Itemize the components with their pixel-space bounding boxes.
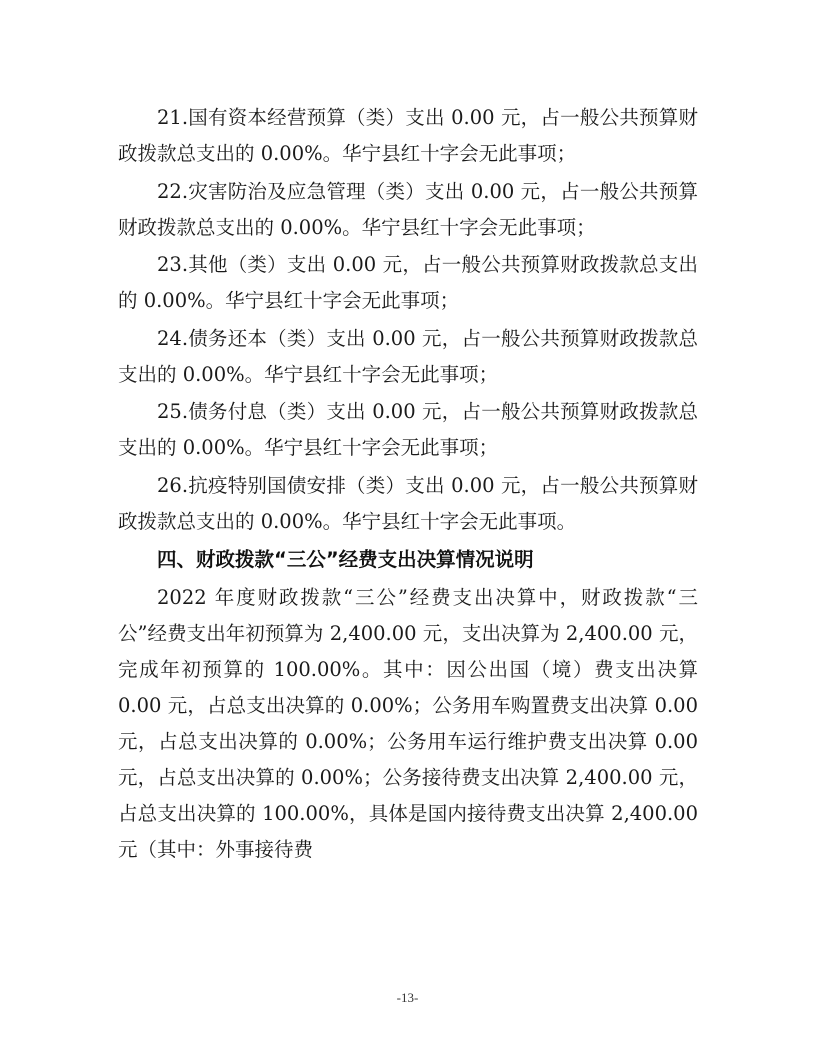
- section-heading: 四、财政拨款“三公”经费支出决算情况说明: [157, 547, 534, 571]
- item-26: 26.抗疫特别国债安排（类）支出 0.00 元，占一般公共预算财政拨款总支出的 0.00%。华宁县红十字会无此事项。: [118, 473, 698, 533]
- document-body: [118, 100, 698, 869]
- item-22: 22.灾害防治及应急管理（类）支出 0.00 元，占一般公共预算财政拨款总支出的 0.00%。华宁县红十字会无此事项；: [118, 179, 698, 239]
- item-25: 25.债务付息（类）支出 0.00 元，占一般公共预算财政拨款总支出的 0.00%。华宁县红十字会无此事项；: [118, 400, 698, 459]
- item-21: 21.国有资本经营预算（类）支出 0.00 元，占一般公共预算财政拨款总支出的 0.00%。华宁县红十字会无此事项；: [118, 106, 698, 165]
- item-23: 23.其他（类）支出 0.00 元，占一般公共预算财政拨款总支出的 0.00%。华宁县红十字会无此事项；: [118, 253, 698, 312]
- section-body: 2022 年度财政拨款“三公”经费支出决算中，财政拨款“三公”经费支出年初预算为 2,400.00 元，支出决算为 2,400.00 元，完成年初预算的 100.00%。其中：因公出国（境）费支出决算 0.00 元，占总支出决算的 0.00%；公务用车购置费支出决算 0.00 元，占总支出决算的 0.00%；公务用车运行维护费支出决算 0.00 元，占总支出决算的 0.00%；公务接待费支出决算 2,400.00 元，占总支出决算的 100.00%，具体是国内接待费支出决算 2,400.00 元（其中：外事接待费: [118, 585, 698, 861]
- page-number: -13-: [396, 990, 419, 1005]
- item-24: 24.债务还本（类）支出 0.00 元，占一般公共预算财政拨款总支出的 0.00%。华宁县红十字会无此事项；: [118, 326, 698, 386]
